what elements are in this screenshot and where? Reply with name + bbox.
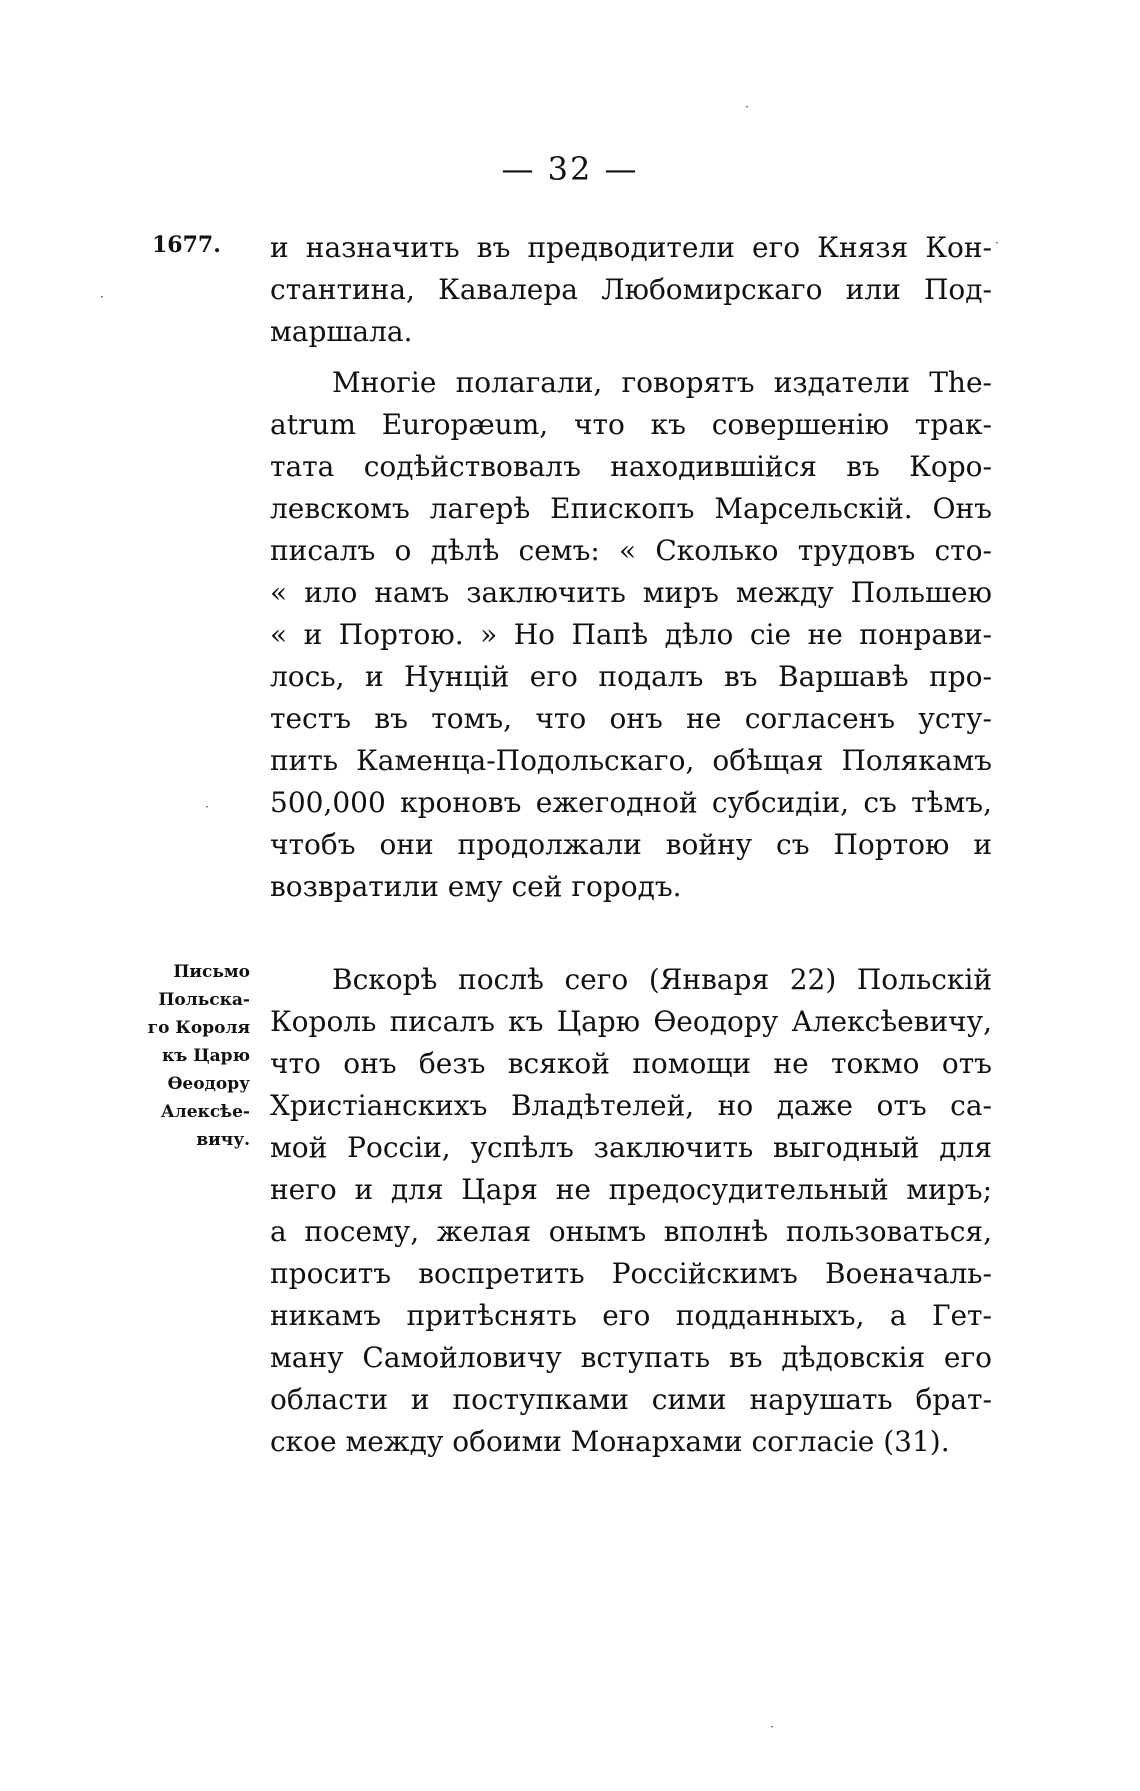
text-line: проситъ воспретить Россійскимъ Военачаль- [270,1257,992,1290]
margin-year: 1677. [152,232,221,258]
margin-note-line: Ѳеодору [167,1074,250,1094]
text-line: возвратили ему сей городъ. [270,870,682,903]
text-line: чтобъ они продолжали войну съ Портою и [270,828,992,861]
text-line: Король писалъ къ Царю Ѳеодору Алексѣевичу, [270,1005,992,1038]
text-line: тата содѣйствовалъ находившійся въ Коро- [270,450,992,483]
margin-note-line: Алексѣе- [160,1102,250,1122]
scan-speck: · [205,800,209,814]
text-line: мой Россіи, успѣлъ заключить выгодный для [270,1131,992,1164]
text-line: ское между обоими Монархами согласіе (31). [270,1425,950,1458]
text-line: Многіе полагали, говорятъ издатели The- [332,366,992,399]
scan-speck: · [770,1720,774,1734]
text-line: него и для Царя не предосудительный миръ; [270,1173,992,1206]
text-line: что онъ безъ всякой помощи не токмо отъ [270,1047,992,1080]
text-line: никамъ притѣснять его подданныхъ, а Гет- [270,1299,992,1332]
text-line: 500,000 кроновъ ежегодной субсидіи, съ тѣмъ, [270,786,992,819]
margin-note [130,958,250,1154]
text-line: маршала. [270,315,413,348]
scan-speck: · [745,100,749,114]
text-line: « ило намъ заключить миръ между Польшею [270,576,992,609]
text-line: Вскорѣ послѣ сего (Января 22) Польскій [332,963,992,996]
text-line: Христіанскихъ Владѣтелей, но даже отъ са- [270,1089,992,1122]
text-line: области и поступками сими нарушать брат- [270,1383,992,1416]
text-line: тестъ въ томъ, что онъ не согласенъ усту- [270,702,992,735]
margin-note-line: Польска- [158,990,250,1010]
scan-speck: · [995,236,999,250]
text-line: левскомъ лагерѣ Епископъ Марсельскій. Онъ [270,492,992,525]
text-line: стантина, Кавалера Любомирскаго или Под- [270,273,992,306]
text-line: лось, и Нунцій его подалъ въ Варшавѣ про- [270,660,992,693]
text-line: и назначить въ предводители его Князя Кон- [270,231,992,264]
text-line: ману Самойловичу вступать въ дѣдовскія его [270,1341,992,1374]
scan-speck: · [100,290,104,304]
text-line: писалъ о дѣлѣ семъ: « Сколько трудовъ сто- [270,534,992,567]
margin-note-line: го Короля [147,1018,250,1038]
text-line: пить Каменца-Подольскаго, обѣщая Полякамъ [270,744,992,777]
text-line: « и Портою. » Но Папѣ дѣло сіе не понрави- [270,618,992,651]
page-number: — 32 — [501,150,639,188]
margin-note-line: къ Царю [162,1046,250,1066]
margin-note-line: вичу. [196,1130,250,1150]
text-line: а посему, желая онымъ вполнѣ пользоваться, [270,1215,992,1248]
margin-note-line: Письмо [173,962,250,982]
text-line: atrum Europæum, что къ совершенію трак- [270,408,992,441]
